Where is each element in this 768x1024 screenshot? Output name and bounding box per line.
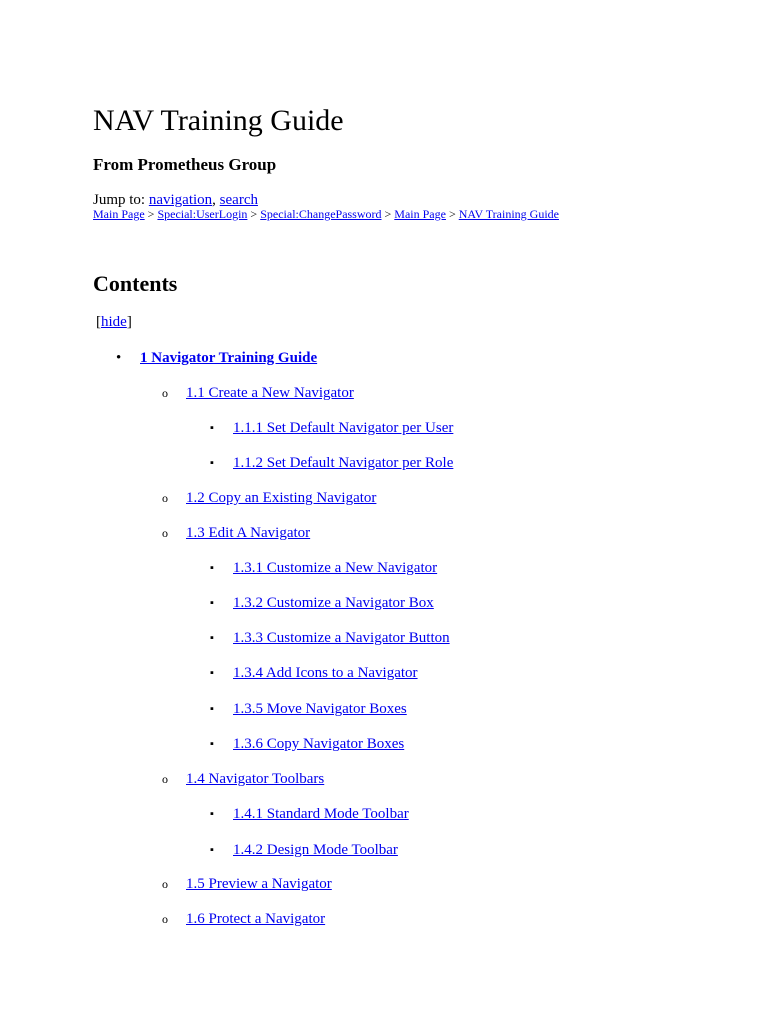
toc-link-standard-mode-toolbar[interactable]: 1.4.1 Standard Mode Toolbar — [233, 806, 409, 822]
bullet-circle-icon: o — [162, 491, 168, 505]
toc-item — [210, 418, 454, 438]
bullet-circle-icon: o — [162, 386, 168, 400]
toc-item — [210, 453, 454, 473]
bullet-square-icon: ▪ — [210, 738, 214, 750]
breadcrumb-separator: > — [384, 207, 392, 221]
toc-item — [162, 488, 377, 508]
contents-heading: Contents — [93, 271, 178, 296]
bullet-square-icon: ▪ — [210, 562, 214, 574]
breadcrumb-link-main-page[interactable]: Main Page — [93, 207, 145, 221]
bullet-square-icon: ▪ — [210, 632, 214, 644]
bullet-circle-icon: o — [162, 912, 168, 926]
breadcrumb-separator: > — [147, 207, 155, 221]
toc-link-move-navigator-boxes[interactable]: 1.3.5 Move Navigator Boxes — [233, 701, 407, 717]
toc-item — [210, 734, 405, 754]
jump-navigation-link[interactable]: navigation — [148, 192, 213, 208]
bullet-square-icon: ▪ — [210, 703, 214, 715]
bullet-disc-icon: • — [116, 350, 122, 366]
toc-link-customize-new-navigator[interactable]: 1.3.1 Customize a New Navigator — [233, 560, 438, 576]
toc-link-protect-navigator[interactable]: 1.6 Protect a Navigator — [186, 911, 326, 927]
toc-link-navigator-toolbars[interactable]: 1.4 Navigator Toolbars — [186, 771, 325, 787]
toc-item — [210, 663, 418, 683]
toc-link-preview-navigator[interactable]: 1.5 Preview a Navigator — [186, 876, 332, 892]
bullet-circle-icon: o — [162, 772, 168, 786]
toc-item — [210, 628, 450, 648]
bullet-circle-icon: o — [162, 877, 168, 891]
bullet-circle-icon: o — [162, 526, 168, 540]
toc-item — [210, 699, 407, 719]
toc-item — [210, 840, 398, 860]
breadcrumb-separator: > — [250, 207, 258, 221]
bracket-open: [ — [96, 314, 101, 330]
toc-hide-link[interactable]: hide — [101, 314, 127, 330]
page-subtitle: From Prometheus Group — [93, 155, 277, 174]
bracket-close: ] — [126, 314, 132, 330]
page-title: NAV Training Guide — [93, 104, 344, 137]
toc-link-design-mode-toolbar[interactable]: 1.4.2 Design Mode Toolbar — [233, 842, 398, 858]
toc-link-create-new-navigator[interactable]: 1.1 Create a New Navigator — [186, 385, 354, 401]
toc-link-copy-navigator-boxes[interactable]: 1.3.6 Copy Navigator Boxes — [233, 736, 405, 752]
bullet-square-icon: ▪ — [210, 422, 214, 434]
toc-link-navigator-training-guide[interactable]: 1 Navigator Training Guide — [140, 350, 318, 366]
bullet-square-icon: ▪ — [210, 597, 214, 609]
toc-link-add-icons[interactable]: 1.3.4 Add Icons to a Navigator — [233, 665, 418, 681]
toc-item — [162, 909, 326, 929]
bullet-square-icon: ▪ — [210, 667, 214, 679]
toc-item — [162, 383, 354, 403]
toc-item — [210, 558, 438, 578]
toc-item — [116, 348, 318, 368]
toc-link-default-navigator-per-role[interactable]: 1.1.2 Set Default Navigator per Role — [233, 455, 454, 471]
toc-link-customize-navigator-button[interactable]: 1.3.3 Customize a Navigator Button — [233, 630, 450, 646]
toc-link-edit-navigator[interactable]: 1.3 Edit A Navigator — [186, 525, 311, 541]
toc-item — [162, 769, 325, 789]
breadcrumb-link-change-password[interactable]: Special:ChangePassword — [260, 207, 382, 221]
bullet-square-icon: ▪ — [210, 844, 214, 856]
breadcrumb-link-user-login[interactable]: Special:UserLogin — [157, 207, 248, 221]
breadcrumb-separator: > — [448, 207, 456, 221]
toc-link-copy-existing-navigator[interactable]: 1.2 Copy an Existing Navigator — [186, 490, 377, 506]
jump-separator: , — [212, 192, 216, 208]
breadcrumb — [93, 206, 559, 222]
jump-search-link[interactable]: search — [219, 192, 258, 208]
toc-item — [210, 593, 434, 613]
toc-item — [162, 523, 311, 543]
toc-hide-toggle — [96, 313, 132, 331]
toc-link-default-navigator-per-user[interactable]: 1.1.1 Set Default Navigator per User — [233, 420, 454, 436]
toc-item — [162, 874, 332, 894]
toc-item — [210, 804, 409, 824]
breadcrumb-link-main-page-2[interactable]: Main Page — [394, 207, 446, 221]
breadcrumb-link-nav-training-guide[interactable]: NAV Training Guide — [458, 207, 559, 221]
toc-link-customize-navigator-box[interactable]: 1.3.2 Customize a Navigator Box — [233, 595, 434, 611]
bullet-square-icon: ▪ — [210, 808, 214, 820]
bullet-square-icon: ▪ — [210, 457, 214, 469]
jump-to-label: Jump to: — [93, 192, 146, 208]
